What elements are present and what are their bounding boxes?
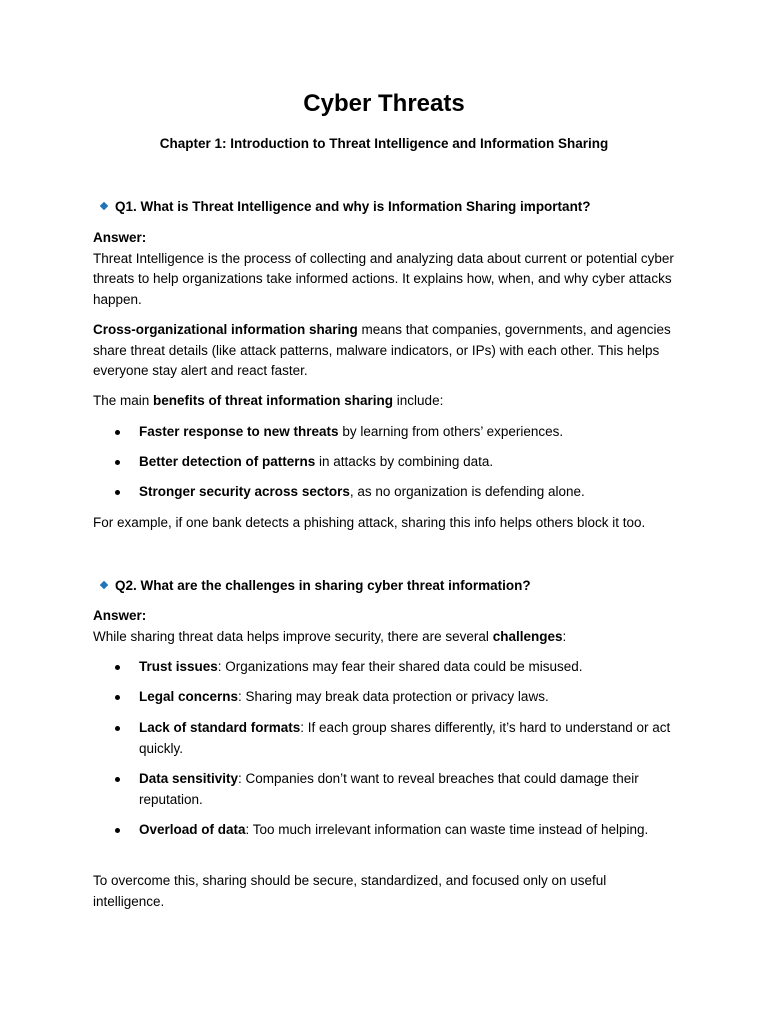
diamond-bullet-icon [100, 202, 108, 210]
list-item-text: , as no organization is defending alone. [349, 484, 585, 499]
q2-intro-bold: challenges [492, 628, 563, 644]
list-item-bold: Better detection of patterns [139, 454, 316, 469]
answer-label: Answer: [93, 608, 147, 623]
bullet-dot-icon [115, 430, 120, 435]
list-item-text: : Companies don’t want to reveal breaches that could damage their reputation. [139, 771, 639, 807]
bullet-dot-icon [115, 777, 120, 782]
question-1 [99, 198, 591, 216]
bullet-dot-icon [115, 460, 120, 465]
q1-paragraph-2-bold: Cross-organizational information sharing [93, 322, 358, 337]
diamond-bullet-icon [100, 581, 108, 589]
bullet-dot-icon [115, 665, 120, 670]
list-item [139, 769, 679, 810]
q2-answer-block [93, 606, 678, 647]
q2-intro-pre: While sharing threat data helps improve security, there are several [93, 628, 493, 644]
question-2-text: Q2. What are the challenges in sharing cyber threat information? [115, 578, 531, 593]
q1-paragraph-3 [93, 391, 678, 412]
list-item-bold: Stronger security across sectors [139, 484, 350, 499]
list-item-text: : Sharing may break data protection or privacy laws. [238, 689, 549, 704]
question-1-text: Q1. What is Threat Intelligence and why is Information Sharing important? [115, 199, 591, 214]
list-item [139, 452, 679, 473]
list-item-text: : If each group shares differently, it’s hard to understand or act quickly. [139, 720, 671, 756]
question-2 [99, 577, 531, 595]
q1-paragraph-2 [93, 320, 678, 382]
bullet-dot-icon [115, 695, 120, 700]
bullet-dot-icon [115, 828, 120, 833]
list-item [139, 718, 679, 759]
list-item [139, 422, 679, 443]
list-item-bold: Data sensitivity [139, 771, 239, 786]
q2-conclusion: To overcome this, sharing should be secure, standardized, and focused only on useful intelligence. [93, 873, 607, 909]
q1-paragraph-3-bold: benefits of threat information sharing [153, 393, 394, 408]
q2-intro-post: : [562, 628, 567, 644]
list-item [139, 657, 679, 678]
list-item-bold: Faster response to new threats [139, 424, 339, 439]
list-item-bold: Trust issues [139, 659, 218, 674]
list-item-text: by learning from others’ experiences. [338, 424, 564, 439]
list-item [139, 820, 679, 841]
list-item-bold: Lack of standard formats [139, 720, 301, 735]
q1-paragraph-3-pre: The main [93, 393, 154, 408]
list-item-bold: Overload of data [139, 822, 246, 837]
list-item [139, 482, 679, 503]
q1-paragraph-3-post: include: [393, 393, 444, 408]
bullet-dot-icon [115, 726, 120, 731]
list-item [139, 687, 679, 708]
list-item-text: : Organizations may fear their shared data could be misused. [217, 659, 583, 674]
list-item-text: in attacks by combining data. [315, 454, 494, 469]
q1-example: For example, if one bank detects a phishing attack, sharing this info helps others block it too. [93, 515, 646, 530]
chapter-subtitle: Chapter 1: Introduction to Threat Intelligence and Information Sharing [159, 136, 609, 151]
q1-paragraph-1: Threat Intelligence is the process of collecting and analyzing data about current or potential cyber threats to help organizations take informed actions. It explains how, when, and why cyber attacks happen. [93, 250, 674, 307]
document-title: Cyber Threats [303, 90, 465, 117]
q1-paragraph-2-text: means that companies, governments, and agencies share threat details (like attack patterns, malware indicators, or IPs) with each other. This helps everyone stay alert and react faster. [93, 322, 671, 378]
q1-answer-block [93, 228, 678, 310]
answer-label: Answer: [93, 230, 147, 245]
list-item-text: : Too much irrelevant information can waste time instead of helping. [245, 822, 649, 837]
bullet-dot-icon [115, 490, 120, 495]
list-item-bold: Legal concerns [139, 689, 239, 704]
